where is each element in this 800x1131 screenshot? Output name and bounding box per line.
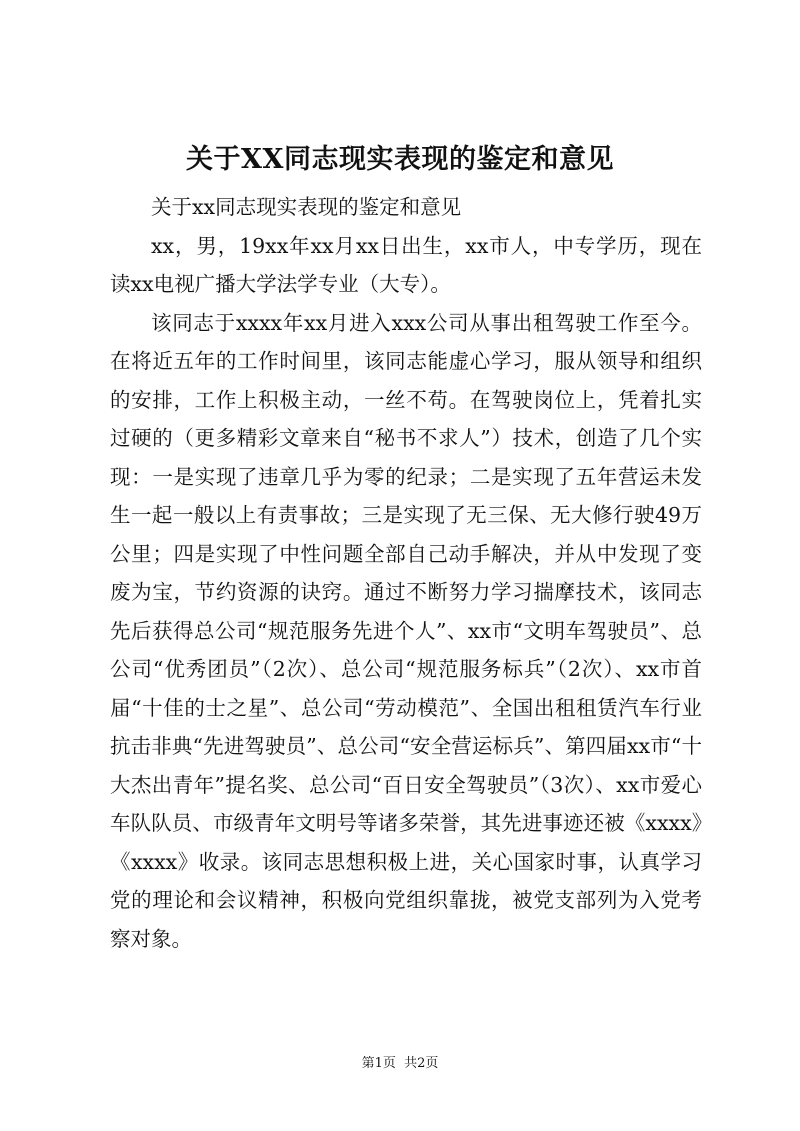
document-body [110,188,702,958]
paragraph-personal-info: xx，男，19xx年xx月xx日出生，xx市人，中专学历，现在读xx电视广播大学法学专业（大专）。 [110,233,702,296]
paragraph-work-record: 该同志于xxxx年xx月进入xxx公司从事出租驾驶工作至今。在将近五年的工作时间里，该同志能虚心学习，服从领导和组织的安排，工作上积极主动，一丝不苟。在驾驶岗位上，凭着扎实过硬的（更多精彩文章来自“秘书不求人”）技术，创造了几个实现：一是实现了违章几乎为零的纪录；二是实现了五年营运未发生一起一般以上有责事故；三是实现了无三保、无大修行驶49万公里；四是实现了中性问题全部自己动手解决，并从中发现了变废为宝，节约资源的诀窍。通过不断努力学习揣摩技术，该同志先后获得总公司“规范服务先进个人”、xx市“文明车驾驶员”、总公司“优秀团员”（2次）、总公司“规范服务标兵”（2次）、xx市首届“十佳的士之星”、总公司“劳动模范”、全国出租租赁汽车行业抗击非典“先进驾驶员”、总公司“安全营运标兵”、第四届xx市“十大杰出青年”提名奖、总公司“百日安全驾驶员”（3次）、xx市爱心车队队员、市级青年文明号等诸多荣誉，其先进事迹还被《xxxx》《xxxx》收录。该同志思想积极上进，关心国家时事，认真学习党的理论和会议精神，积极向党组织靠拢，被党支部列为入党考察对象。 [110,310,702,951]
document-title: 关于XX同志现实表现的鉴定和意见 [186,144,614,175]
page-footer [0,1054,800,1074]
paragraph-subtitle: 关于xx同志现实表现的鉴定和意见 [151,195,462,219]
page-number: 第1页 [361,1056,396,1071]
page-total: 共2页 [404,1056,439,1071]
